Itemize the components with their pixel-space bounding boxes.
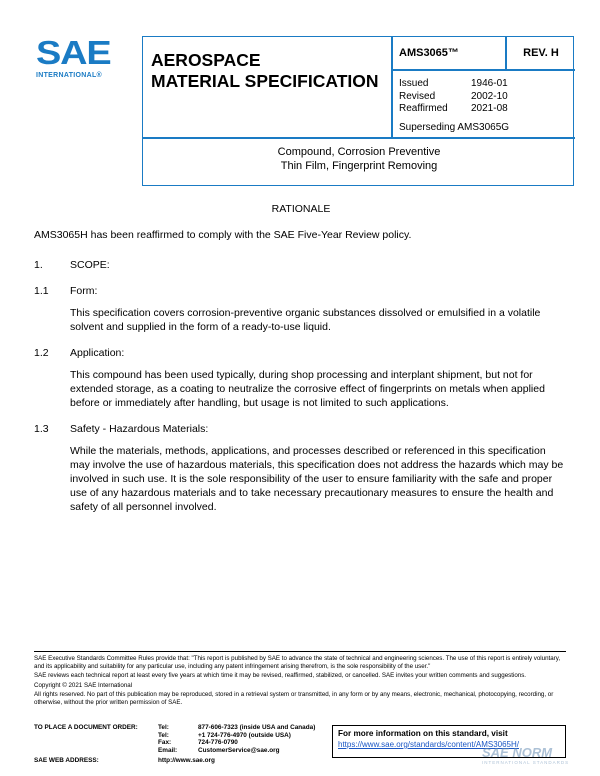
section-title: Form: (70, 285, 98, 297)
watermark-subtitle: INTERNATIONAL STANDARDS (482, 760, 570, 765)
section-heading (34, 258, 568, 272)
contact-label: Email: (158, 746, 178, 754)
superseding-note: Superseding AMS3065G (399, 122, 510, 133)
section-title: Application: (70, 347, 125, 359)
info-link[interactable]: https://www.sae.org/standards/content/AMS3065H/ (338, 740, 519, 749)
order-label: TO PLACE A DOCUMENT ORDER: (34, 724, 138, 731)
web-address (34, 757, 215, 764)
section-heading (34, 284, 568, 298)
date-value: 2021-08 (471, 103, 508, 114)
divider (391, 69, 575, 71)
spec-title-line2: MATERIAL SPECIFICATION (151, 71, 379, 91)
spec-title (151, 50, 379, 92)
date-row (399, 91, 571, 104)
watermark (482, 745, 594, 773)
document-number: AMS3065™ (399, 47, 459, 59)
section-number: 1.1 (34, 285, 49, 297)
logo-subtitle: INTERNATIONAL® (36, 72, 103, 79)
date-value: 1946-01 (471, 78, 508, 89)
spec-subject (143, 145, 575, 173)
divider (505, 37, 507, 69)
section-number: 1.2 (34, 347, 49, 359)
contact-label: Tel: (158, 724, 169, 731)
web-link[interactable]: http://www.sae.org (158, 757, 215, 764)
subject-line1: Compound, Corrosion Preventive (277, 146, 441, 158)
section-heading (34, 422, 568, 436)
section-text: This specification covers corrosion-preventive organic substances dissolved or emulsified in a volatile solvent and supplied in the form of a ready-to-use liquid. (70, 307, 541, 333)
web-label: SAE WEB ADDRESS: (34, 757, 99, 764)
contact-value: 724-776-0790 (198, 739, 238, 747)
contact-value[interactable]: CustomerService@sae.org (198, 746, 280, 754)
divider (143, 137, 575, 139)
section-number: 1.3 (34, 423, 49, 435)
logo-mark: SAE (36, 34, 111, 71)
divider (391, 37, 393, 137)
contact-label: Fax: (158, 739, 172, 747)
date-label: Reaffirmed (399, 103, 448, 114)
date-table (399, 78, 571, 116)
copyright: Copyright © 2021 SAE International (34, 681, 133, 689)
contact-label: Tel: (158, 731, 169, 739)
spec-header (142, 36, 574, 186)
section-text: This compound has been used typically, during shop processing and interplant shipment, but not for extended storage, as a coating to neutralize the corrosive effect of fingerprints on metals when applied before or immediately after handling, but usage is not limited to such applications. (70, 369, 545, 409)
section-title: Safety - Hazardous Materials: (70, 423, 209, 435)
section-heading (34, 346, 568, 360)
contact-value: 877-606-7323 (inside USA and Canada) (198, 724, 316, 731)
revision-label: REV. H (523, 47, 559, 59)
footer-legal (34, 655, 566, 709)
sae-logo (36, 36, 126, 86)
order-contact (34, 724, 315, 754)
footer-paragraph: SAE reviews each technical report at least every five years at which time it may be revised, reaffirmed, stabilized, or cancelled. SAE invites your written comments and suggestions. (34, 672, 527, 680)
subject-line2: Thin Film, Fingerprint Removing (280, 160, 438, 172)
date-row (399, 103, 571, 116)
footer-divider (34, 651, 566, 652)
date-label: Issued (399, 78, 429, 89)
contact-value: +1 724-776-4970 (outside USA) (198, 731, 291, 739)
section-title: SCOPE: (70, 259, 110, 271)
section-number: 1. (34, 259, 43, 271)
date-row (399, 78, 571, 91)
section-text: While the materials, methods, applications, and processes described or referenced in this specification may involve the use of hazardous materials, this specification does not address the hazards which may be involved in such use. It is the sole responsibility of the user to ensure familiarity with the safe and proper use of any hazardous materials and to take necessary precautionary measures to ensure the health and safety of all personnel involved. (70, 445, 564, 513)
rationale-text: AMS3065H has been reaffirmed to comply with the SAE Five-Year Review policy. (34, 229, 412, 241)
watermark-title: SAE NORM (482, 745, 553, 760)
rationale-heading: RATIONALE (271, 203, 331, 215)
date-value: 2002-10 (471, 90, 508, 102)
spec-title-line1: AEROSPACE (151, 50, 261, 70)
info-title: For more information on this standard, visit (338, 729, 508, 738)
document-body (34, 202, 568, 514)
footer-paragraph: SAE Executive Standards Committee Rules provide that: "This report is published by SAE to advance the state of technical and engineering sciences. The use of this report is entirely voluntary, and its applicability and suitability for any particular use, including any patent infringement arising therefrom, is the sole responsibility of the user." (34, 655, 561, 670)
footer-paragraph: All rights reserved. No part of this publication may be reproduced, stored in a retrieval system or transmitted, in any form or by any means, electronic, mechanical, photocopying, recording, or otherwise, without the prior written permission of SAE. (34, 691, 554, 706)
date-label: Revised (399, 90, 436, 102)
